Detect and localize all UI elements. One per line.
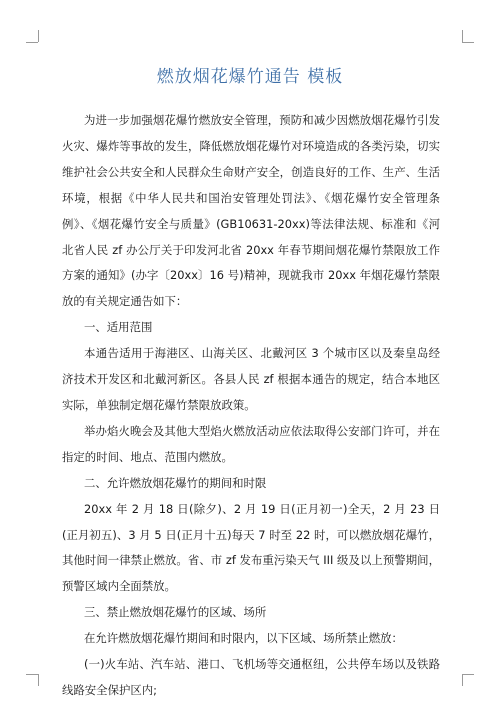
crop-mark-top-left-v <box>38 30 39 42</box>
crop-mark-top-left <box>26 42 38 43</box>
crop-mark-bottom-left <box>26 674 38 675</box>
document-body <box>62 108 440 704</box>
document-title: 燃放烟花爆竹通告 模板 <box>156 67 344 87</box>
section-heading-periods: 二、允许燃放烟花爆竹的期间和时限 <box>84 475 267 490</box>
fireworks-show-paragraph: 举办焰火晚会及其他大型焰火燃放活动应依法取得公安部门许可，并在指定的时间、地点、范围内燃放。 <box>62 423 440 464</box>
crop-mark-bottom-left-v <box>38 674 39 686</box>
prohibited-intro-paragraph: 在允许燃放烟花爆竹期间和时限内，以下区域、场所禁止燃放： <box>84 631 403 646</box>
section-heading-scope: 一、适用范围 <box>84 320 153 335</box>
prohibited-item-1: (一)火车站、汽车站、港口、飞机场等交通枢纽，公共停车场以及铁路线路安全保护区内; <box>62 657 440 697</box>
intro-paragraph: 为进一步加强烟花爆竹燃放安全管理，预防和减少因燃放烟花爆竹引发火灾、爆炸等事故的发生，降低燃放烟花爆竹对环境造成的各类污染，切实维护社会公共安全和人民群众生命财产安全，创造良好的工作、生产、生活环境，根据《中华人民共和国治安管理处罚法》、《烟花爆竹安全管理条例》、《烟花爆竹安全与质量》(GB10631-20xx)等法律法规、标准和《河北省人民 zf 办公厅关于印发河北省 20xx 年春节期间烟花爆竹禁限放工作方案的通知》(办字〔20xx〕16 号)精神，现就我市 20xx 年烟花爆竹禁限放的有关规定通告如下： <box>62 113 440 309</box>
section-heading-prohibited-areas: 三、禁止燃放烟花爆竹的区域、场所 <box>84 605 267 620</box>
crop-mark-bottom-right-v <box>462 674 463 686</box>
crop-mark-bottom-right <box>462 674 474 675</box>
scope-paragraph: 本通告适用于海港区、山海关区、北戴河区 3 个城市区以及秦皇岛经济技术开发区和北戴河新区。各县人民 zf 根据本通告的规定，结合本地区实际，单独制定烟花爆竹禁限放政策。 <box>62 346 440 412</box>
crop-mark-top-right-v <box>462 30 463 42</box>
crop-mark-top-right <box>462 42 474 43</box>
periods-paragraph: 20xx 年 2 月 18 日(除夕)、2 月 19 日(正月初一)全天，2 月 23 日(正月初五)、3 月 5 日(正月十五)每天 7 时至 22 时，可以燃放烟花爆竹，其他时间一律禁止燃放。省、市 zf 发布重污染天气 III 级及以上预警期间，预警区域内全面禁放。 <box>62 501 440 594</box>
